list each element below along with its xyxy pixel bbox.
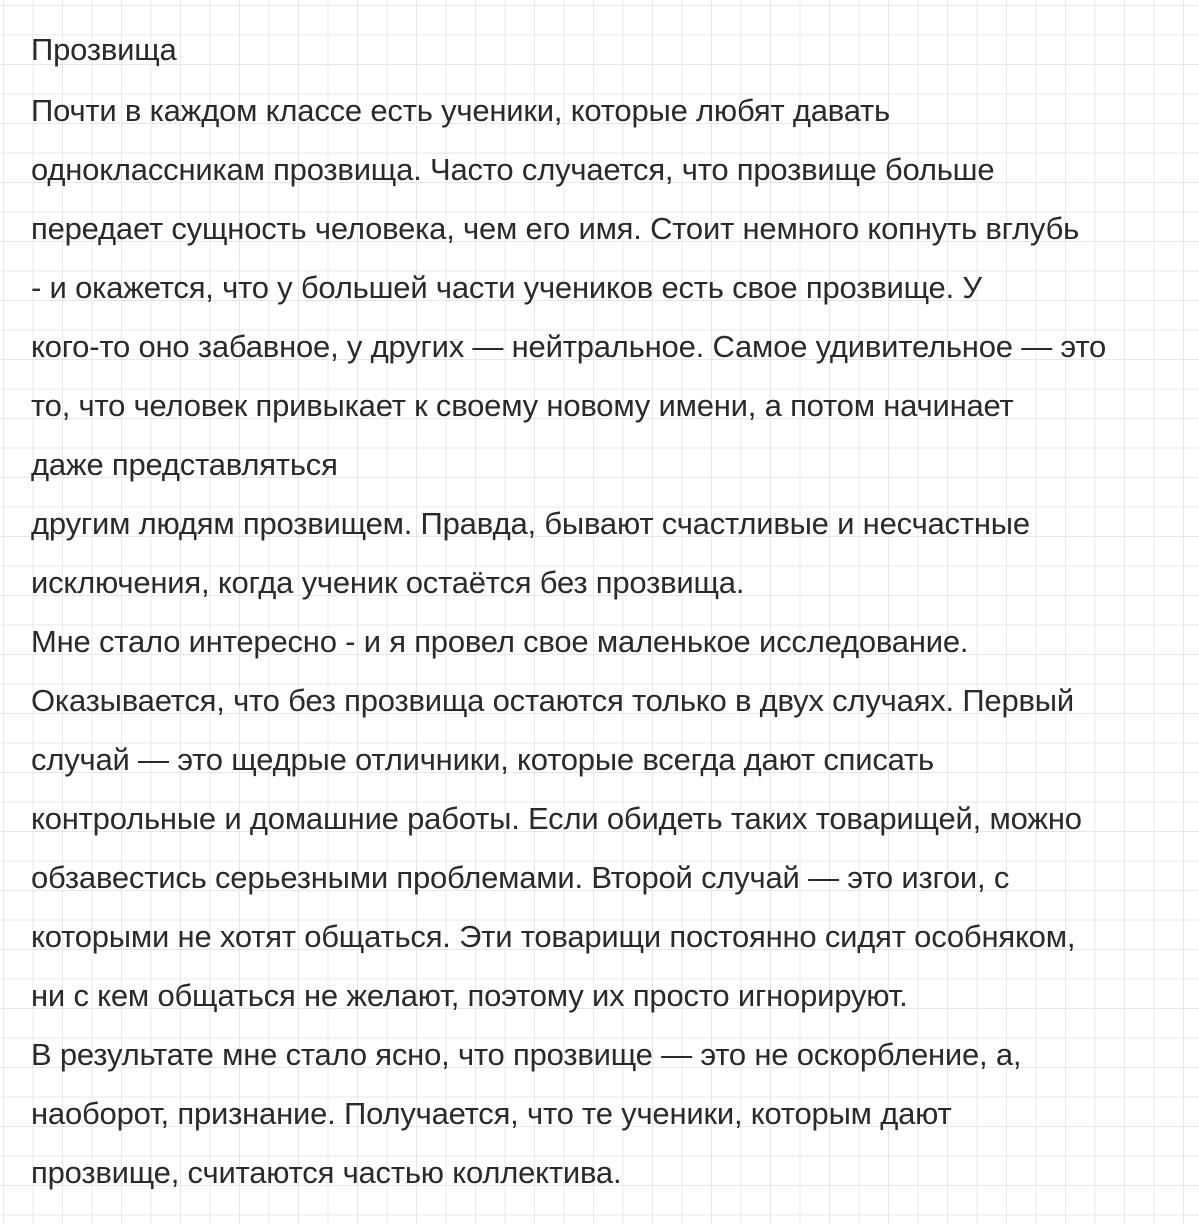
essay-text — [31, 19, 1191, 1202]
text-line: исключения, когда ученик остаётся без прозвища. — [31, 565, 745, 600]
text-line: другим людям прозвищем. Правда, бывают счастливые и несчастные — [31, 506, 1030, 541]
text-line: даже представляться — [31, 447, 338, 482]
text-line: наоборот, признание. Получается, что те ученики, которым дают — [31, 1096, 952, 1131]
text-line: прозвище, считаются частью коллектива. — [31, 1155, 622, 1190]
text-line: Мне стало интересно - и я провел свое маленькое исследование. — [31, 624, 969, 659]
text-line: - и окажется, что у большей части учеников есть свое прозвище. У — [31, 270, 982, 305]
text-line: Почти в каждом классе есть ученики, которые любят давать — [31, 93, 891, 128]
text-line: контрольные и домашние работы. Если обидеть таких товарищей, можно — [31, 801, 1082, 836]
text-line: то, что человек привыкает к своему новому имени, а потом начинает — [31, 388, 1014, 423]
text-line: В результате мне стало ясно, что прозвище — это не оскорбление, а, — [31, 1037, 1022, 1072]
essay-title: Прозвища — [31, 32, 177, 67]
text-line: которыми не хотят общаться. Эти товарищи постоянно сидят особняком, — [31, 919, 1076, 954]
text-line: Оказывается, что без прозвища остаются только в двух случаях. Первый — [31, 683, 1074, 718]
text-line: обзавестись серьезными проблемами. Второй случай — это изгои, с — [31, 860, 1010, 895]
text-line: передает сущность человека, чем его имя. Стоит немного копнуть вглубь — [31, 211, 1080, 246]
text-line: ни с кем общаться не желают, поэтому их просто игнорируют. — [31, 978, 908, 1013]
text-line: одноклассникам прозвища. Часто случается, что прозвище больше — [31, 152, 995, 187]
text-line: кого-то оно забавное, у других — нейтральное. Самое удивительное — это — [31, 329, 1107, 364]
text-line: случай — это щедрые отличники, которые всегда дают списать — [31, 742, 934, 777]
